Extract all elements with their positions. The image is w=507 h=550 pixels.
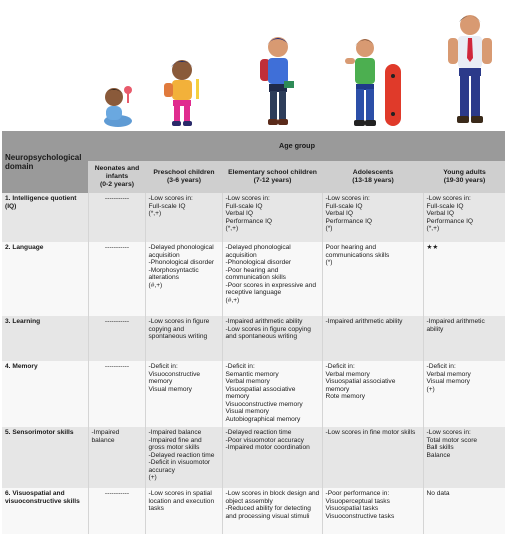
- domain-cell: 6. Visuospatial and visuoconstructive skills: [2, 488, 88, 534]
- finding-cell: -Deficit in: Semantic memory Verbal memory Visuospatial associative memory Visuoconstructive memory Visual memory Autobiographical memory: [222, 361, 322, 427]
- adolescent-figure-icon: [343, 36, 409, 128]
- age-group-range: (7-12 years): [253, 177, 292, 184]
- age-group-column-header: [145, 161, 222, 193]
- age-group-name: Young adults: [443, 169, 486, 177]
- finding-cell: -Poor performance in: Visuoperceptual tasks Visuospatial tasks Visuoconstructive tasks: [322, 488, 423, 534]
- finding-cell: -Impaired arithmetic ability -Low scores in figure copying and spontaneous writing: [222, 316, 322, 361]
- table-row: [2, 361, 505, 427]
- finding-cell: No data: [423, 488, 505, 534]
- finding-cell: Poor hearing and communications skills (*): [322, 242, 423, 316]
- finding-cell: -----------: [88, 242, 145, 316]
- domain-cell: 2. Language: [2, 242, 88, 316]
- domain-cell: 3. Learning: [2, 316, 88, 361]
- age-domain-table: [2, 131, 505, 534]
- finding-cell: -Delayed phonological acquisition -Phonological disorder -Morphosyntactic alterations (#,+): [145, 242, 222, 316]
- finding-cell: -Deficit in: Verbal memory Visual memory (+): [423, 361, 505, 427]
- table-row: [2, 242, 505, 316]
- finding-cell: -----------: [88, 361, 145, 427]
- age-group-range: (13-18 years): [352, 177, 394, 184]
- domain-cell: 1. Intelligence quotient (IQ): [2, 193, 88, 242]
- age-group-column-header: [88, 161, 145, 193]
- finding-cell: -Impaired arithmetic ability: [423, 316, 505, 361]
- finding-cell: -Low scores in spatial location and execution tasks: [145, 488, 222, 534]
- finding-cell: -Impaired balance -Impaired fine and gross motor skills -Delayed reaction time -Deficit in visuomotor accuracy (+): [145, 427, 222, 488]
- preschool-child-figure-icon: [160, 57, 208, 128]
- finding-cell: -Low scores in fine motor skills: [322, 427, 423, 488]
- age-group-header: Age group: [88, 131, 505, 161]
- age-group-range: (3-6 years): [166, 177, 201, 184]
- infant-figure-icon: [98, 84, 140, 128]
- age-group-column-header: [322, 161, 423, 193]
- finding-cell: -Delayed reaction time -Poor visuomotor accuracy -Impaired motor coordination: [222, 427, 322, 488]
- finding-cell: -Low scores in: Full-scale IQ Verbal IQ Performance IQ (*,+): [423, 193, 505, 242]
- finding-cell: -Low scores in: Full-scale IQ Verbal IQ Performance IQ (*): [322, 193, 423, 242]
- finding-cell: -Low scores in block design and object assembly -Reduced ability for detecting and processing visual stimuli: [222, 488, 322, 534]
- age-group-column-header: [423, 161, 505, 193]
- age-group-name: Adolescents: [352, 169, 394, 177]
- finding-cell: -Deficit in: Verbal memory Visuospatial associative memory Rote memory: [322, 361, 423, 427]
- table-row: [2, 488, 505, 534]
- age-group-name: Preschool children: [153, 169, 215, 177]
- finding-cell: -Low scores in: Full-scale IQ Verbal IQ Performance IQ (*,+): [222, 193, 322, 242]
- table-body: [2, 193, 505, 534]
- school-child-figure-icon: [254, 33, 300, 128]
- young-adult-figure-icon: [444, 12, 496, 128]
- finding-cell: -----------: [88, 193, 145, 242]
- age-group-range: (0-2 years): [99, 180, 134, 188]
- age-group-column-header: [222, 161, 322, 193]
- domain-cell: 4. Memory: [2, 361, 88, 427]
- domain-cell: 5. Sensorimotor skills: [2, 427, 88, 488]
- table-row: [2, 193, 505, 242]
- age-group-name: Neonates and infants: [94, 165, 140, 181]
- finding-cell: -Deficit in: Visuoconstructive memory Visual memory: [145, 361, 222, 427]
- finding-cell: -----------: [88, 488, 145, 534]
- finding-cell: -Low scores in: Full-scale IQ (*,+): [145, 193, 222, 242]
- finding-cell: -Impaired arithmetic ability: [322, 316, 423, 361]
- finding-cell: -Delayed phonological acquisition -Phonological disorder -Poor hearing and communication skills -Poor scores in expressive and receptive language (#,+): [222, 242, 322, 316]
- finding-cell: -Impaired balance: [88, 427, 145, 488]
- domain-header: Neuropsychological domain: [2, 131, 88, 193]
- finding-cell: ★★: [423, 242, 505, 316]
- age-group-name: Elementary school children: [228, 169, 317, 177]
- finding-cell: -----------: [88, 316, 145, 361]
- finding-cell: -Low scores in figure copying and spontaneous writing: [145, 316, 222, 361]
- age-group-range: (19-30 years): [443, 177, 486, 184]
- finding-cell: -Low scores in: Total motor score Ball skills Balance: [423, 427, 505, 488]
- table-row: [2, 316, 505, 361]
- table-row: [2, 427, 505, 488]
